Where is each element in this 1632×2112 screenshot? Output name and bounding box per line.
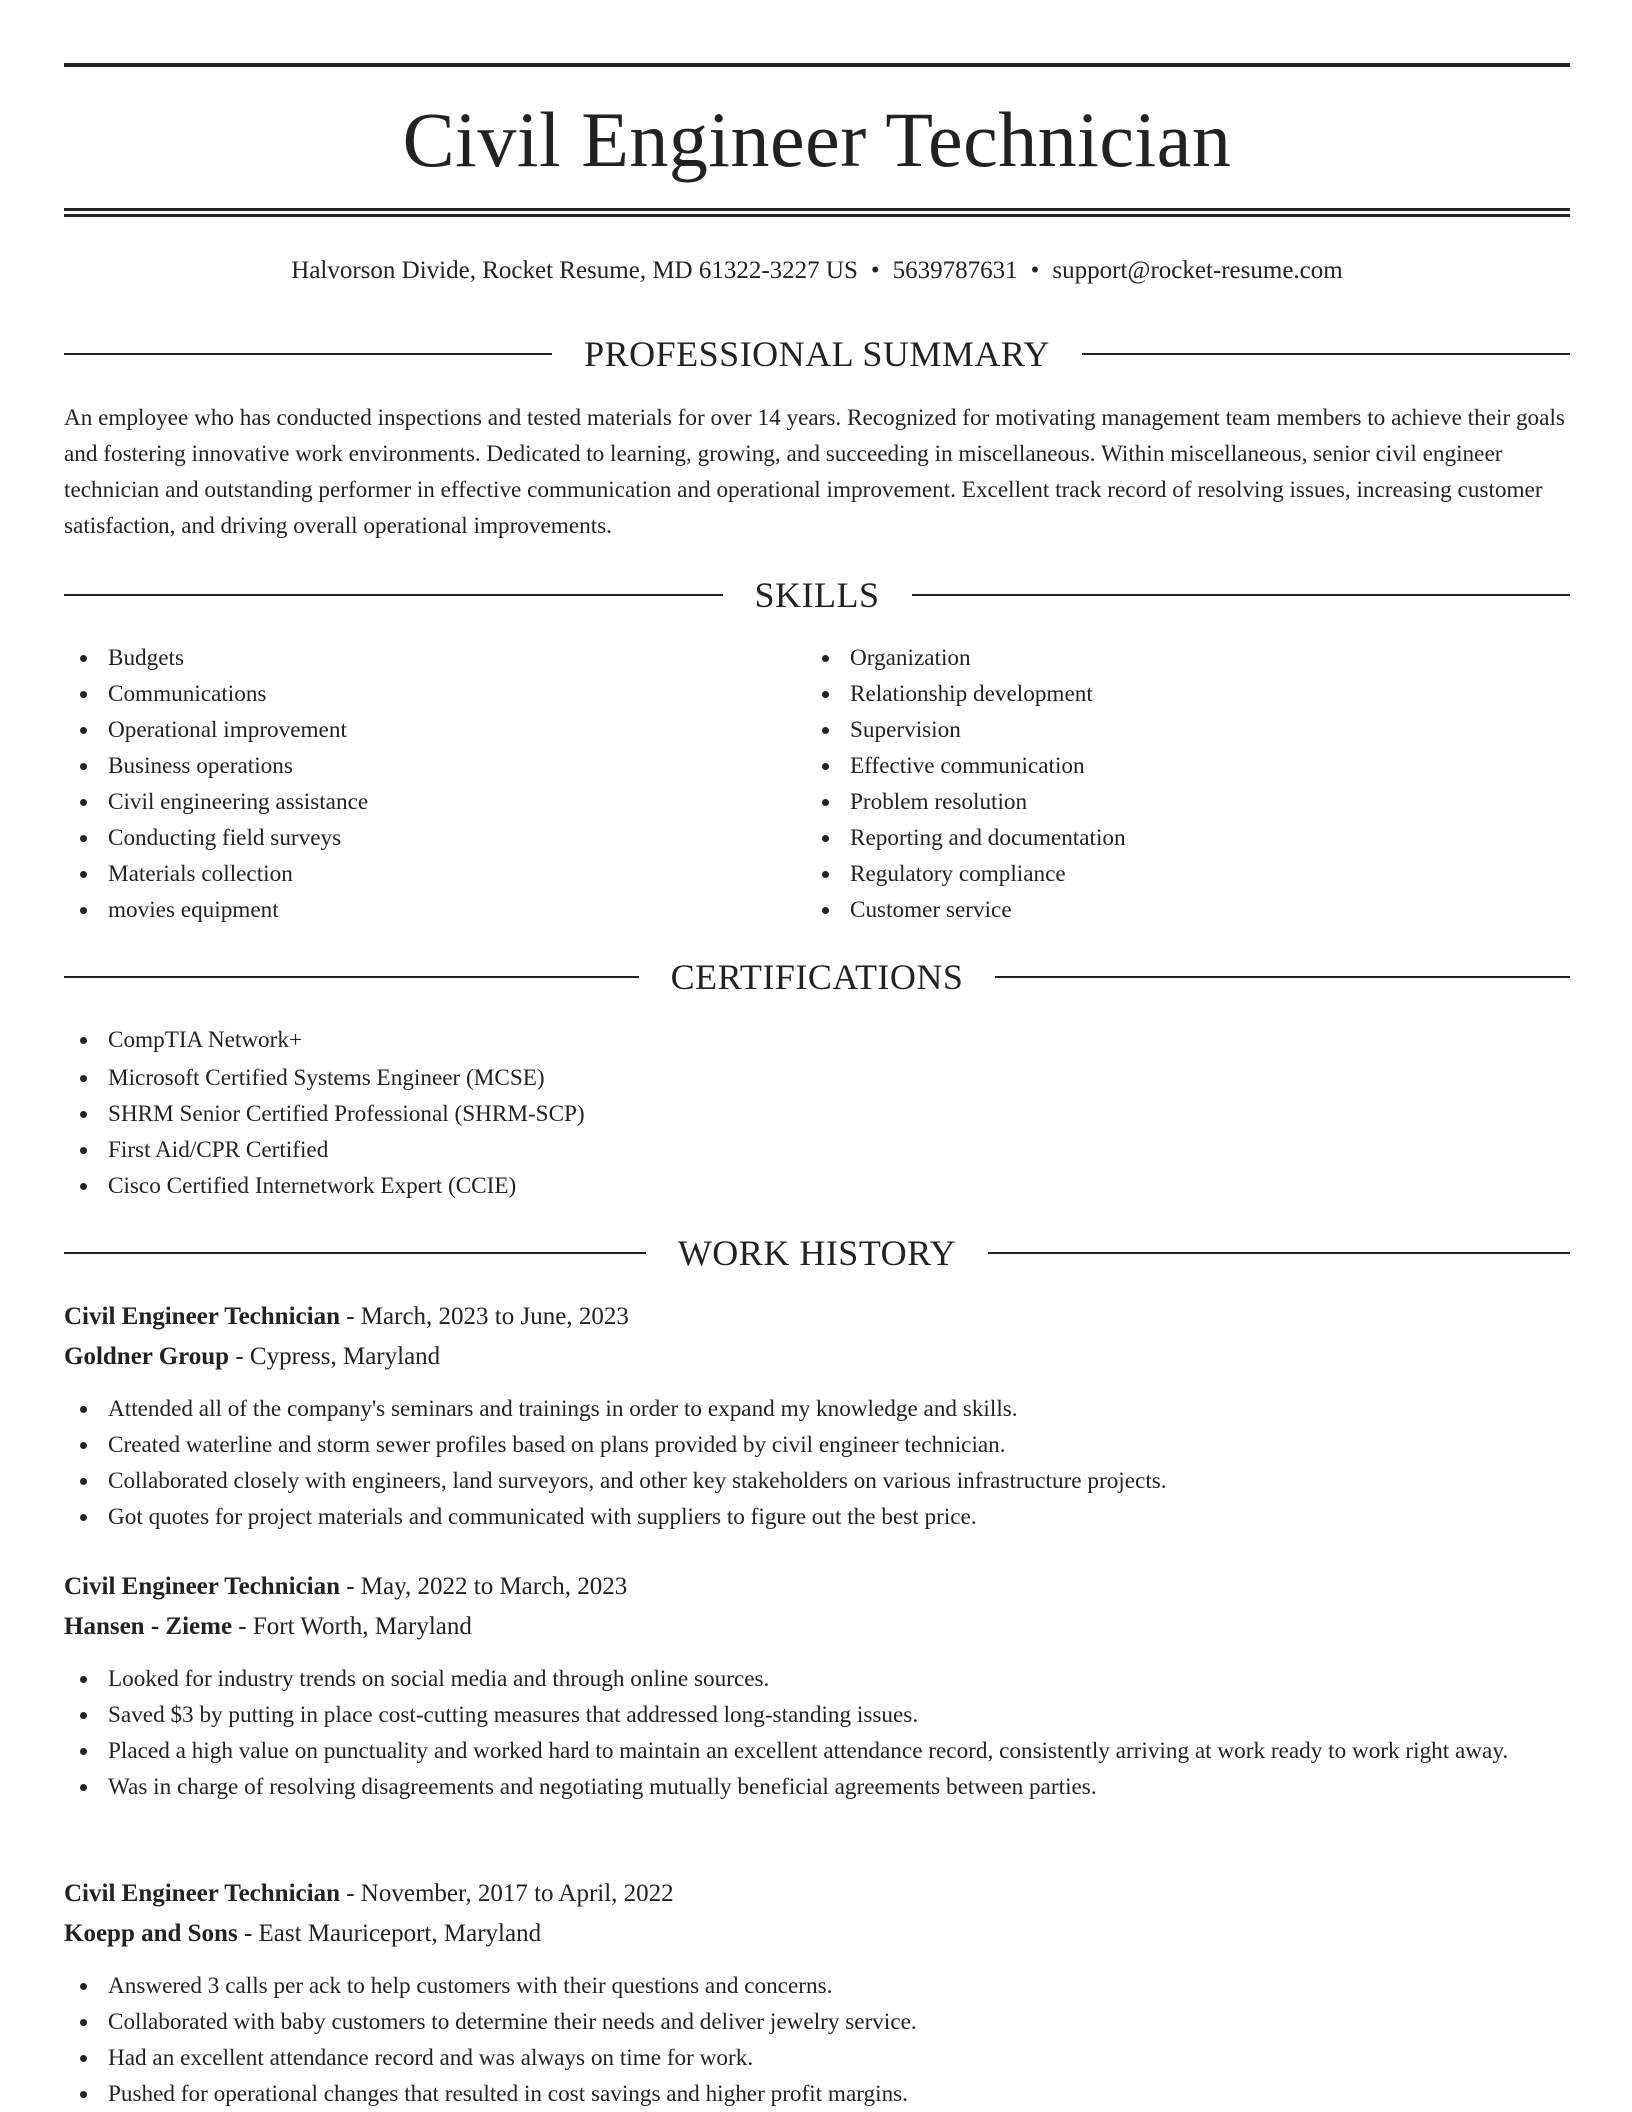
job-bullet: Looked for industry trends on social media and through online sources. bbox=[64, 1661, 1570, 1697]
certification-item: Microsoft Certified Systems Engineer (MCSE) bbox=[64, 1060, 1570, 1096]
skill-item: Problem resolution bbox=[806, 784, 1570, 820]
skill-item: Materials collection bbox=[64, 856, 804, 892]
job-location: - Fort Worth, Maryland bbox=[232, 1613, 472, 1640]
skill-item: Business operations bbox=[64, 748, 804, 784]
top-rule bbox=[64, 63, 1570, 67]
skill-item: Communications bbox=[64, 676, 804, 712]
job-bullet: Pushed for operational changes that resulted in cost savings and higher profit margins. bbox=[64, 2076, 1570, 2112]
job-location: - Cypress, Maryland bbox=[229, 1343, 441, 1370]
job-dates: - November, 2017 to April, 2022 bbox=[339, 1880, 674, 1907]
job-bullet: Attended all of the company's seminars and trainings in order to expand my knowledge and skills. bbox=[64, 1391, 1570, 1427]
section-heading-work-history bbox=[64, 1231, 1570, 1275]
skill-item: Civil engineering assistance bbox=[64, 784, 804, 820]
section-title: CERTIFICATIONS bbox=[670, 957, 964, 997]
job-bullet: Created waterline and storm sewer profiles based on plans provided by civil engineer technician. bbox=[64, 1427, 1570, 1463]
job-company: Koepp and Sons bbox=[64, 1920, 238, 1947]
job-bullet: Was in charge of resolving disagreements and negotiating mutually beneficial agreements between parties. bbox=[64, 1769, 1570, 1805]
section-heading-skills bbox=[64, 573, 1570, 617]
job-title: Civil Engineer Technician bbox=[64, 1303, 340, 1330]
job-bullets bbox=[64, 1391, 1570, 1535]
certification-item: First Aid/CPR Certified bbox=[64, 1132, 1570, 1168]
job-dates: - May, 2022 to March, 2023 bbox=[339, 1573, 628, 1600]
certification-item: CompTIA Network+ bbox=[64, 1022, 1570, 1058]
job-title-line bbox=[64, 1874, 1570, 1914]
job-title: Civil Engineer Technician bbox=[64, 1880, 340, 1907]
job-dates: - March, 2023 to June, 2023 bbox=[339, 1303, 629, 1330]
heading-rule-left bbox=[64, 1252, 646, 1254]
skill-item: Conducting field surveys bbox=[64, 820, 804, 856]
skill-item: Relationship development bbox=[806, 676, 1570, 712]
section-title: PROFESSIONAL SUMMARY bbox=[584, 334, 1050, 374]
job-title: Civil Engineer Technician bbox=[64, 1573, 340, 1600]
job-company: Hansen - Zieme bbox=[64, 1613, 233, 1640]
job-bullet: Answered 3 calls per ack to help customers with their questions and concerns. bbox=[64, 1968, 1570, 2004]
contact-address: Halvorson Divide, Rocket Resume, MD 61322-3227 US bbox=[291, 257, 858, 284]
job-bullet: Saved $3 by putting in place cost-cutting measures that addressed long-standing issues. bbox=[64, 1697, 1570, 1733]
job-location: - East Mauriceport, Maryland bbox=[237, 1920, 542, 1947]
skill-item: Effective communication bbox=[806, 748, 1570, 784]
skill-item: Supervision bbox=[806, 712, 1570, 748]
summary-text: An employee who has conducted inspections and tested materials for over 14 years. Recognized for motivating management team members to achieve their goals and fostering innovative work environments. Dedicated to learning, growing, and succeeding in miscellaneous. Within miscellaneous, senior civil engineer technician and outstanding performer in effective communication and operational improvement. Excellent track record of resolving issues, increasing customer satisfaction, and driving overall operational improvements. bbox=[64, 405, 1565, 539]
job-bullet: Got quotes for project materials and communicated with suppliers to figure out the best price. bbox=[64, 1499, 1570, 1535]
job-bullet: Collaborated with baby customers to determine their needs and deliver jewelry service. bbox=[64, 2004, 1570, 2040]
section-heading-summary bbox=[64, 332, 1570, 376]
job-bullet: Collaborated closely with engineers, land surveyors, and other key stakeholders on various infrastructure projects. bbox=[64, 1463, 1570, 1499]
job-company-line bbox=[64, 1914, 1570, 1954]
skill-item: Organization bbox=[806, 640, 1570, 676]
job-bullet: Had an excellent attendance record and was always on time for work. bbox=[64, 2040, 1570, 2076]
skills-list-left bbox=[64, 640, 804, 928]
job-company: Goldner Group bbox=[64, 1343, 230, 1370]
heading-rule-right bbox=[1082, 353, 1570, 355]
contact-separator: • bbox=[1030, 257, 1040, 284]
heading-rule-right bbox=[912, 594, 1571, 596]
section-title: WORK HISTORY bbox=[677, 1233, 957, 1273]
skill-item: movies equipment bbox=[64, 892, 804, 928]
section-title: SKILLS bbox=[754, 575, 880, 615]
heading-rule-left bbox=[64, 353, 552, 355]
section-heading-certifications bbox=[64, 955, 1570, 999]
skill-item: Regulatory compliance bbox=[806, 856, 1570, 892]
contact-phone: 5639787631 bbox=[892, 257, 1018, 284]
job-company-line bbox=[64, 1607, 1570, 1647]
contact-separator: • bbox=[870, 257, 880, 284]
certification-item: SHRM Senior Certified Professional (SHRM-SCP) bbox=[64, 1096, 1570, 1132]
job-title-line bbox=[64, 1567, 1570, 1607]
heading-rule-right bbox=[988, 1252, 1570, 1254]
job-company-line bbox=[64, 1337, 1570, 1377]
skill-item: Budgets bbox=[64, 640, 804, 676]
job-entry bbox=[64, 1874, 1570, 2112]
job-entry bbox=[64, 1567, 1570, 1805]
heading-rule-left bbox=[64, 594, 723, 596]
certification-item: Cisco Certified Internetwork Expert (CCIE) bbox=[64, 1168, 1570, 1204]
job-bullets bbox=[64, 1661, 1570, 1805]
job-bullet: Placed a high value on punctuality and worked hard to maintain an excellent attendance record, consistently arriving at work ready to work right away. bbox=[64, 1733, 1570, 1769]
job-entry bbox=[64, 1297, 1570, 1535]
resume-title: Civil Engineer Technician bbox=[402, 96, 1232, 183]
skills-list-right bbox=[806, 640, 1570, 928]
job-title-line bbox=[64, 1297, 1570, 1337]
contact-line bbox=[64, 254, 1570, 288]
skill-item: Customer service bbox=[806, 892, 1570, 928]
heading-rule-right bbox=[995, 976, 1570, 978]
skill-item: Reporting and documentation bbox=[806, 820, 1570, 856]
certifications-list bbox=[64, 1022, 1570, 1204]
skill-item: Operational improvement bbox=[64, 712, 804, 748]
heading-rule-left bbox=[64, 976, 639, 978]
title-double-rule bbox=[64, 208, 1570, 217]
contact-email: support@rocket-resume.com bbox=[1052, 257, 1343, 284]
job-bullets bbox=[64, 1968, 1570, 2112]
